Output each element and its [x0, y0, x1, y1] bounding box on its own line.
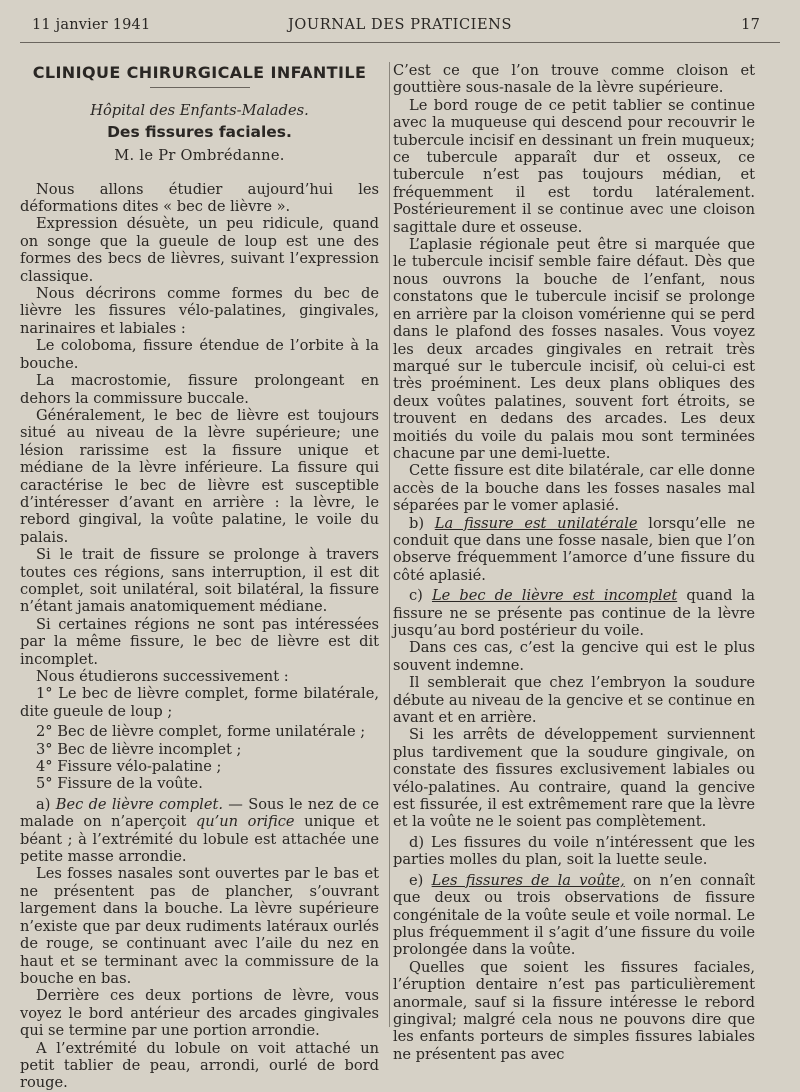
para-text: on n’en connaît que deux ou trois observations de fissure congénitale de la voûte seule et voile normal. Le plus fréquemment il s’agit d’une fissure du voile prolongée dans la voûte.: [393, 871, 755, 959]
title-rule: [150, 87, 250, 88]
hospital-line: Hôpital des Enfants-Malades.: [90, 102, 309, 120]
paragraph-c: [393, 587, 755, 639]
left-column: [20, 62, 379, 1092]
paragraph: Généralement, le bec de lièvre est toujours situé au niveau de la lèvre supérieure; une lésion rarissime est la fissure unique et médiane de la lèvre inférieure. La fissure qui caractérise le bec de lièvre est susceptible d’intéresser d’avant en arrière : la lèvre, le rebord gingival, la voûte palatine, le voile du palais.: [20, 406, 379, 546]
para-italic: qu’un orifice: [195, 813, 295, 831]
paragraph: Si les arrêts de développement surviennent plus tardivement que la soudure gingivale, on constate des fissures exclusivement labiales ou vélo-palatines. Au contraire, quand la gencive est fissurée, il est extrêmement rare que la lèvre et la voûte ne le soient pas complètement.: [393, 726, 755, 831]
column-divider: [389, 62, 390, 1027]
para-label: c): [409, 587, 432, 605]
list-item: 5° Fissure de la voûte.: [36, 775, 203, 793]
running-header: [18, 17, 782, 39]
paragraph-a: [20, 796, 379, 866]
paragraph: Nous étudierons successivement :: [36, 668, 289, 685]
para-text: quand la fissure ne se présente pas continue de la lèvre jusqu’au bord postérieur du voile.: [393, 587, 755, 639]
paragraph: C’est ce que l’on trouve comme cloison et gouttière sous-nasale de la lèvre supérieure.: [393, 62, 755, 97]
numbered-list: [20, 685, 379, 792]
paragraph: Si le trait de fissure se prolonge à travers toutes ces régions, sans interruption, il est dit complet, soit unilatéral, soit bilatéral, la fissure n’étant jamais anatomiquement médiane.: [20, 546, 379, 616]
paragraph: Il semblerait que chez l’embryon la soudure débute au niveau de la gencive et se continue en avant et en arrière.: [393, 674, 755, 727]
paragraph: Nous allons étudier aujourd’hui les déformations dites « bec de lièvre ».: [20, 180, 379, 216]
paragraph: Le coloboma, fissure étendue de l’orbite à la bouche.: [20, 337, 379, 372]
article-title: Des fissures faciales.: [107, 122, 292, 141]
paragraph: Dans ces cas, c’est la gencive qui est le plus souvent indemne.: [393, 639, 755, 674]
para-italic: Les fissures de la voûte,: [431, 871, 625, 889]
header-date: 11 janvier 1941: [32, 17, 151, 33]
para-text: lorsqu’elle ne conduit que dans une fosse nasale, bien que l’on observe fréquemment l’amorce d’une fissure du côté aplasié.: [393, 514, 755, 584]
list-item: 3° Bec de lièvre incomplet ;: [36, 740, 242, 758]
list-item: 2° Bec de lièvre complet, forme unilatérale ;: [36, 723, 366, 741]
paragraph: Quelles que soient les fissures faciales, l’éruption dentaire n’est pas particulièrement anormale, sauf si la fissure intéresse le rebord gingival; malgré cela nous ne pouvons dire que les enfants porteurs de simples fissures labiales ne présentent pas avec: [393, 958, 755, 1063]
author-line: M. le Pr Ombrédanne.: [114, 147, 285, 165]
section-title: CLINIQUE CHIRURGICALE INFANTILE: [32, 63, 367, 82]
paragraph: Nous décrirons comme formes du bec de lièvre les fissures vélo-palatines, gingivales, narinaires et labiales :: [20, 285, 379, 337]
paragraph: Le bord rouge de ce petit tablier se continue avec la muqueuse qui descend pour recouvrir le tubercule incisif en dessinant un frein muqueux; ce tubercule apparaît dur et osseux, ce tubercule n’est pas toujours médian, et fréquemment il est tordu latéralement. Postérieurement il se continue avec une cloison sagittale dure et osseuse.: [393, 96, 755, 236]
para-italic: Bec de lièvre complet.: [55, 795, 223, 813]
para-italic: La fissure est unilatérale: [434, 514, 638, 532]
para-label: e): [409, 871, 432, 889]
paragraph: La macrostomie, fissure prolongeant en dehors la commissure buccale.: [20, 372, 379, 407]
para-italic: Le bec de lièvre est incomplet: [431, 587, 678, 605]
para-text: — Sous le nez de ce malade on n’aperçoit: [20, 795, 379, 831]
paragraph: L’aplasie régionale peut être si marquée que le tubercule incisif semble faire défaut. Dès que nous ouvrons la bouche de l’enfant, nous constatons que le tubercule incisif se prolonge en arrière par la cloison vomérienne qui se perd dans le plafond des fosses nasales. Vous voyez les deux arcades gingivales en retrait très marqué sur le tubercule incisif, où celui-ci est très proéminent. Les deux plans obliques des deux voûtes palatines, souvent fort étroits, se trouvent en dedans des arcades. Les deux moitiés du voile du palais mou sont terminées chacune par une demi-luette.: [393, 236, 755, 462]
paragraph: Expression désuète, un peu ridicule, quand on songe que la gueule de loup est une des formes des becs de lièvres, suivant l’expression classique.: [20, 215, 379, 285]
paragraph: Derrière ces deux portions de lèvre, vous voyez le bord antérieur des arcades gingivales qui se termine par une portion arrondie.: [20, 987, 379, 1040]
para-label: a): [36, 795, 56, 813]
para-label: b): [409, 514, 435, 532]
right-column: [393, 62, 755, 1063]
list-item: 4° Fissure vélo-palatine ;: [36, 758, 222, 776]
paragraph-d: d) Les fissures du voile n’intéressent que les parties molles du plan, soit la luette seule.: [393, 833, 755, 869]
paragraph: Les fosses nasales sont ouvertes par le bas et ne présentent pas de plancher, s’ouvrant largement dans la bouche. La lèvre supérieure n’existe que par deux rudiments latéraux ourlés de rouge, se continuant avec l’aile du nez en haut et se terminant avec la commissure de la bouche en bas.: [20, 865, 379, 987]
journal-name: JOURNAL DES PRATICIENS: [288, 17, 512, 33]
paragraph: A l’extrémité du lobule on voit attaché un petit tablier de peau, arrondi, ourlé de bord rouge.: [20, 1039, 379, 1092]
list-item: 1° Le bec de lièvre complet, forme bilatérale, dite gueule de loup ;: [20, 685, 379, 720]
paragraph-b: [393, 515, 755, 585]
para-text: unique et béant ; à l’extrémité du lobule est attachée une petite masse arrondie.: [20, 813, 379, 866]
paragraph: Cette fissure est dite bilatérale, car elle donne accès de la bouche dans les fosses nasales mal séparées par le vomer aplasié.: [393, 462, 755, 515]
page-number: 17: [741, 17, 760, 33]
header-rule: [20, 42, 780, 43]
paragraph: Si certaines régions ne sont pas intéressées par la même fissure, le bec de lièvre est dit incomplet.: [20, 615, 379, 668]
paragraph-e: [393, 872, 755, 959]
